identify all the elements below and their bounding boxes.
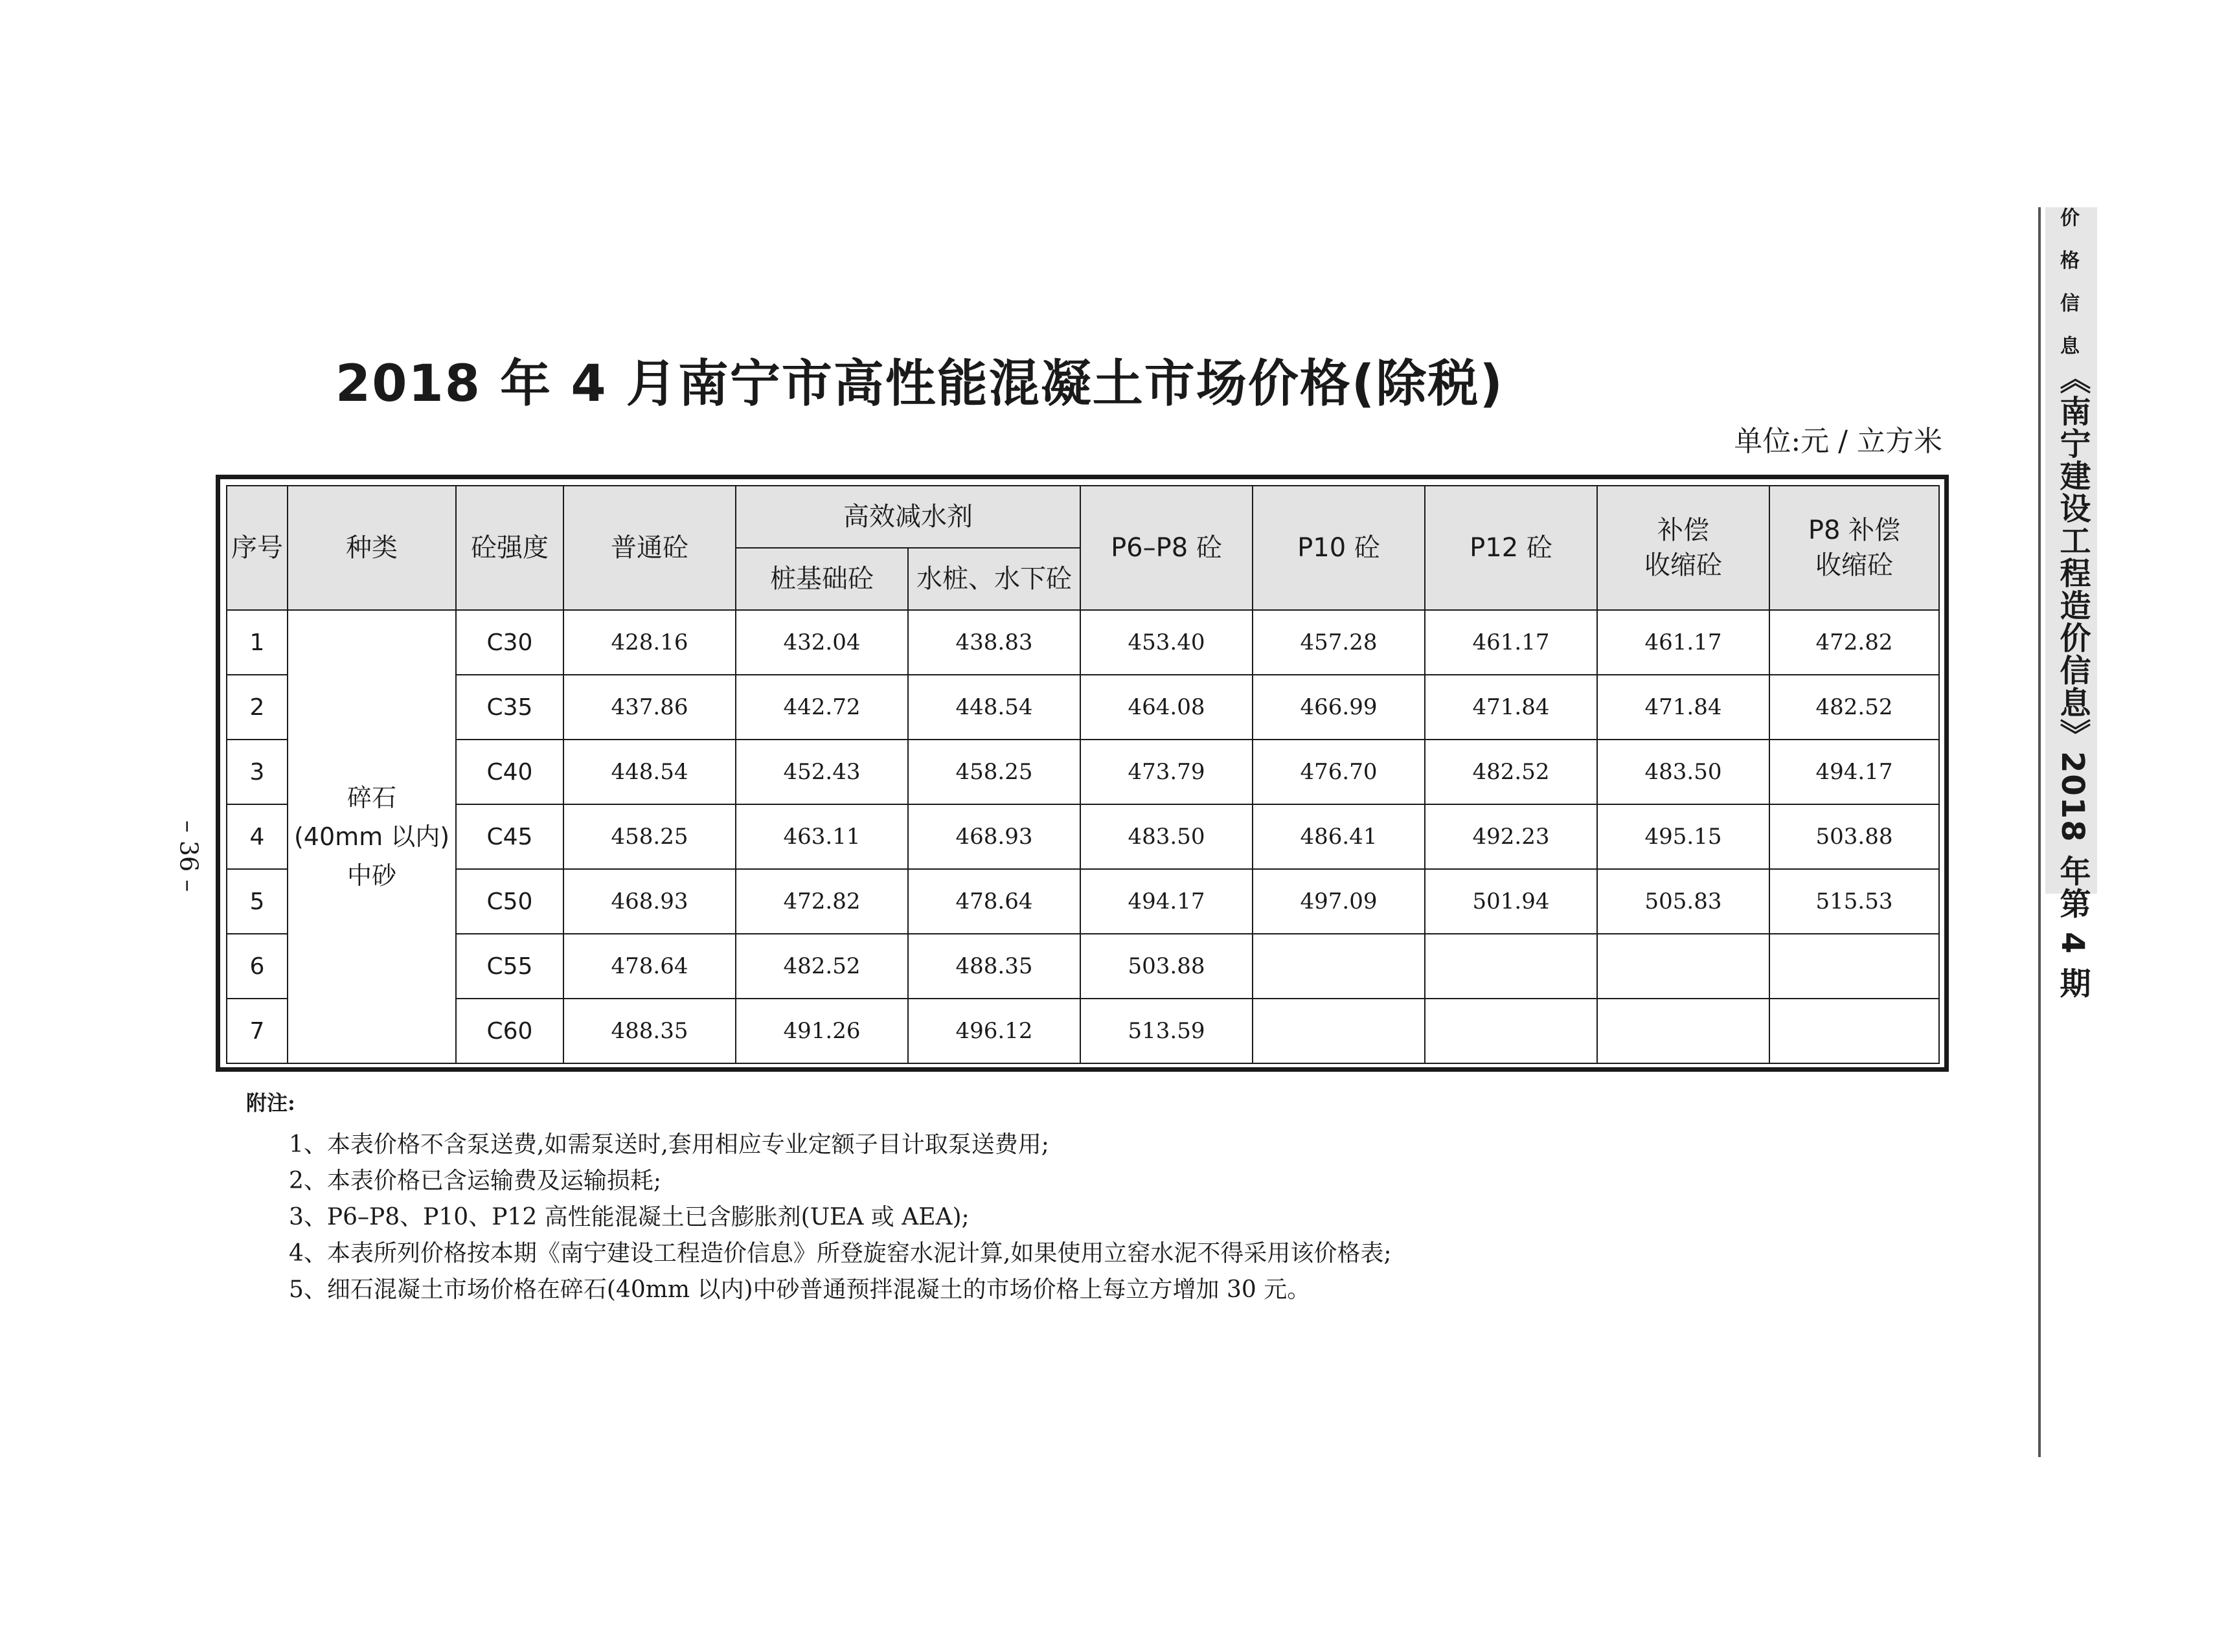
cell-grade: C40 [456, 740, 563, 804]
side-section-label: 价格信息 [2056, 207, 2079, 378]
cell-price: 482.52 [1425, 740, 1597, 804]
cell-seq: 5 [227, 869, 288, 934]
cell-price: 468.93 [563, 869, 736, 934]
cell-price: 453.40 [1080, 610, 1253, 675]
cell-price: 483.50 [1597, 740, 1769, 804]
cell-price: 471.84 [1425, 675, 1597, 740]
cell-price: 501.94 [1425, 869, 1597, 934]
side-publication-label: 《南宁建设工程造价信息》2018 年第 4 期 [2054, 363, 2091, 1000]
cell-price: 492.23 [1425, 804, 1597, 869]
unit-label: 单位:元 / 立方米 [1734, 425, 1942, 458]
header-underwater-pile: 水桩、水下砼 [908, 548, 1080, 610]
cell-price: 461.17 [1425, 610, 1597, 675]
cell-price: 497.09 [1253, 869, 1425, 934]
cell-price: 464.08 [1080, 675, 1253, 740]
side-divider [2038, 207, 2041, 1457]
table-row [227, 934, 1939, 999]
cell-price: 468.93 [908, 804, 1080, 869]
cell-seq: 6 [227, 934, 288, 999]
cell-price: 458.25 [563, 804, 736, 869]
cell-grade: C60 [456, 999, 563, 1063]
cell-price: 448.54 [563, 740, 736, 804]
cell-price: 472.82 [736, 869, 908, 934]
cell-grade: C45 [456, 804, 563, 869]
cell-price: 466.99 [1253, 675, 1425, 740]
cell-price: 513.59 [1080, 999, 1253, 1063]
header-p12: P12 砼 [1425, 486, 1597, 610]
cell-price: 473.79 [1080, 740, 1253, 804]
cell-seq: 4 [227, 804, 288, 869]
cell-price: 457.28 [1253, 610, 1425, 675]
notes [246, 1087, 1391, 1308]
cell-seq: 3 [227, 740, 288, 804]
note-item: 3、P6–P8、P10、P12 高性能混凝土已含膨胀剂(UEA 或 AEA); [289, 1204, 970, 1230]
table-header [227, 486, 1939, 610]
header-compensation-line1: 补偿 [1657, 515, 1709, 545]
cell-price: 488.35 [908, 934, 1080, 999]
price-table [226, 485, 1940, 1064]
cell-price: 428.16 [563, 610, 736, 675]
page-title: 2018 年 4 月南宁市高性能混凝土市场价格(除税) [335, 355, 1505, 413]
cell-price: 442.72 [736, 675, 908, 740]
cell-kind [288, 610, 456, 1063]
table-row [227, 999, 1939, 1063]
page-number: – 36 – [174, 820, 203, 892]
cell-price: 496.12 [908, 999, 1080, 1063]
cell-price: 486.41 [1253, 804, 1425, 869]
cell-price: 472.82 [1769, 610, 1939, 675]
table-row [227, 610, 1939, 675]
cell-price: 482.52 [1769, 675, 1939, 740]
cell-kind-line2: (40mm 以内) [293, 822, 450, 851]
table-row [227, 869, 1939, 934]
cell-price: 476.70 [1253, 740, 1425, 804]
table-row [227, 740, 1939, 804]
cell-price: 452.43 [736, 740, 908, 804]
cell-price [1597, 934, 1769, 999]
cell-price [1425, 999, 1597, 1063]
header-compensation-line2: 收缩砼 [1644, 550, 1722, 580]
cell-price: 438.83 [908, 610, 1080, 675]
cell-price: 471.84 [1597, 675, 1769, 740]
cell-price: 494.17 [1769, 740, 1939, 804]
cell-grade: C35 [456, 675, 563, 740]
cell-price: 448.54 [908, 675, 1080, 740]
cell-price: 495.15 [1597, 804, 1769, 869]
cell-price [1769, 999, 1939, 1063]
note-item: 1、本表价格不含泵送费,如需泵送时,套用相应专业定额子目计取泵送费用; [289, 1131, 1049, 1158]
cell-seq: 7 [227, 999, 288, 1063]
cell-price: 478.64 [908, 869, 1080, 934]
header-compensation [1597, 486, 1769, 610]
header-p8-compensation-line1: P8 补偿 [1808, 515, 1901, 545]
header-kind: 种类 [288, 486, 456, 610]
cell-price: 515.53 [1769, 869, 1939, 934]
cell-seq: 2 [227, 675, 288, 740]
table-row [227, 675, 1939, 740]
notes-label: 附注: [246, 1091, 295, 1115]
cell-price [1253, 999, 1425, 1063]
cell-price: 505.83 [1597, 869, 1769, 934]
cell-kind-line3: 中砂 [346, 861, 396, 890]
cell-price: 463.11 [736, 804, 908, 869]
note-item: 4、本表所列价格按本期《南宁建设工程造价信息》所登旋窑水泥计算,如果使用立窑水泥不得采用该价格表; [289, 1240, 1392, 1267]
cell-price: 461.17 [1597, 610, 1769, 675]
cell-grade: C50 [456, 869, 563, 934]
cell-price [1425, 934, 1597, 999]
cell-price: 483.50 [1080, 804, 1253, 869]
cell-price: 458.25 [908, 740, 1080, 804]
cell-grade: C30 [456, 610, 563, 675]
cell-price: 491.26 [736, 999, 908, 1063]
note-item: 5、细石混凝土市场价格在碎石(40mm 以内)中砂普通预拌混凝土的市场价格上每立方增加 30 元。 [289, 1276, 1311, 1303]
cell-price [1769, 934, 1939, 999]
cell-price: 437.86 [563, 675, 736, 740]
cell-price: 503.88 [1080, 934, 1253, 999]
header-p6-p8: P6–P8 砼 [1080, 486, 1253, 610]
cell-seq: 1 [227, 610, 288, 675]
header-grade: 砼强度 [456, 486, 563, 610]
header-p10: P10 砼 [1253, 486, 1425, 610]
cell-price [1597, 999, 1769, 1063]
header-superplasticizer: 高效减水剂 [736, 486, 1080, 548]
header-normal: 普通砼 [563, 486, 736, 610]
note-item: 2、本表价格已含运输费及运输损耗; [289, 1168, 662, 1194]
cell-price: 482.52 [736, 934, 908, 999]
cell-price [1253, 934, 1425, 999]
table-body [227, 610, 1939, 1063]
cell-price: 488.35 [563, 999, 736, 1063]
cell-kind-line1: 碎石 [346, 784, 396, 812]
cell-price: 478.64 [563, 934, 736, 999]
cell-price: 432.04 [736, 610, 908, 675]
header-seq: 序号 [227, 486, 288, 610]
cell-grade: C55 [456, 934, 563, 999]
cell-price: 494.17 [1080, 869, 1253, 934]
header-pile-foundation: 桩基础砼 [736, 548, 908, 610]
cell-price: 503.88 [1769, 804, 1939, 869]
header-p8-compensation-line2: 收缩砼 [1815, 550, 1893, 580]
table-row [227, 804, 1939, 869]
header-p8-compensation [1769, 486, 1939, 610]
